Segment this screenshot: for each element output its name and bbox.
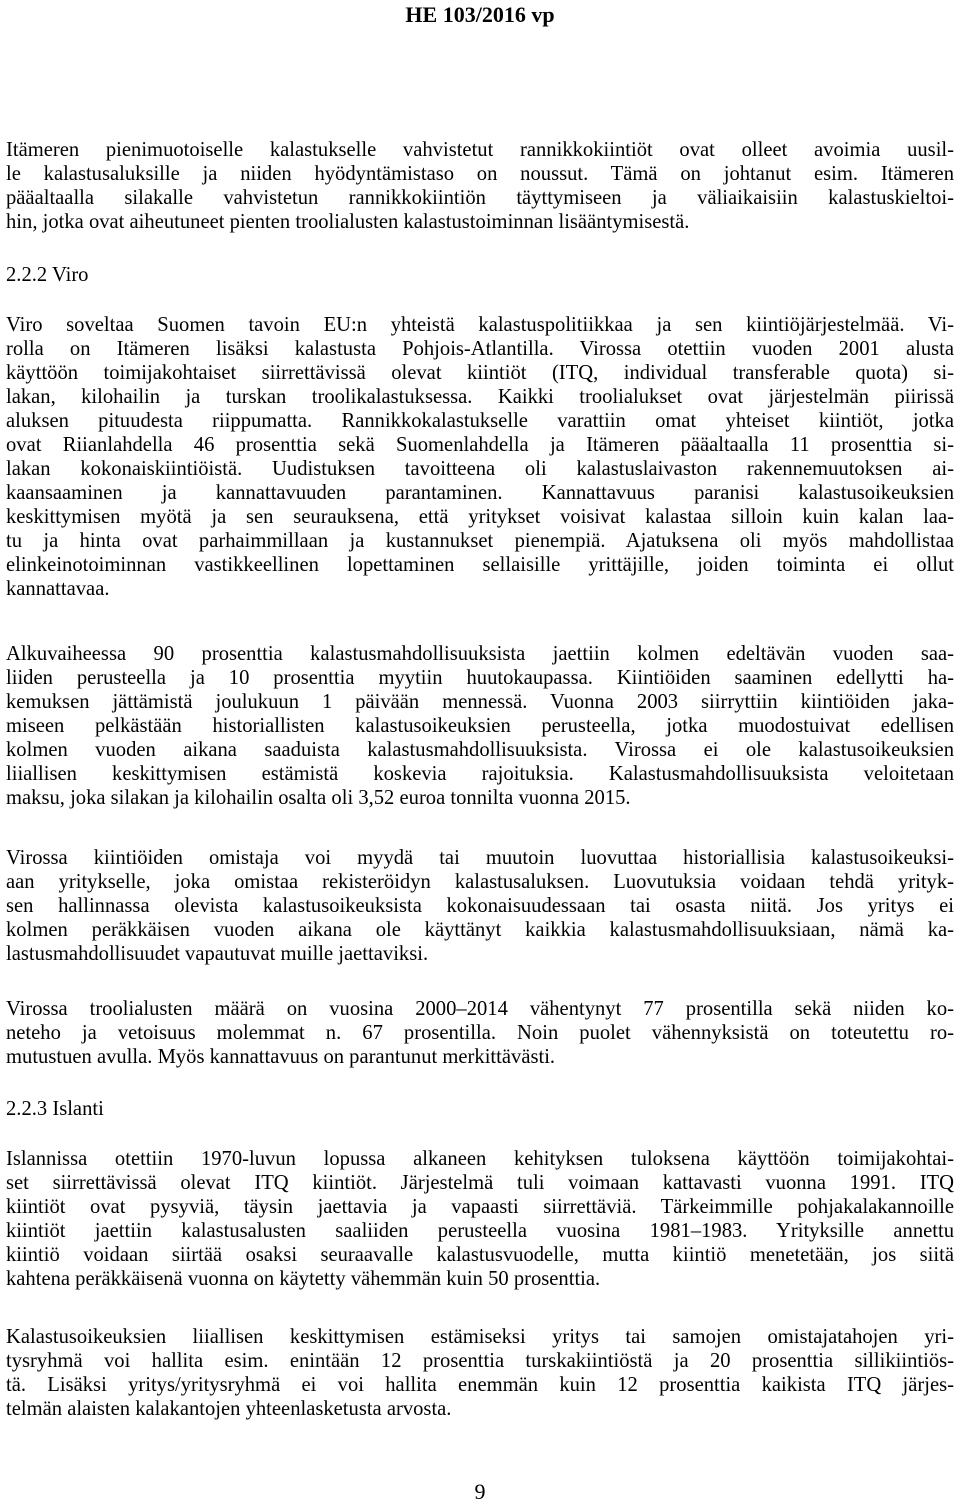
paragraph-islanti-2 [6, 1325, 954, 1421]
text-line: kaansaaminen ja kannattavuuden parantaminen. Kannattavuus paranisi kalastusoikeuksien [6, 482, 954, 504]
text-line: kemuksen jättämistä joulukuun 1 päivään mennessä. Vuonna 2003 siirryttiin kiintiöiden jaka- [6, 691, 954, 713]
text-line: tu ja hinta ovat parhaimmillaan ja kustannukset pienempiä. Ajatuksena oli myös mahdollistaa [6, 530, 954, 552]
text-line: miseen pelkästään historiallisten kalastusoikeuksien perusteella, jotka muodostuivat edellisen [6, 715, 954, 737]
text-line: tysryhmä voi hallita esim. enintään 12 prosenttia turskakiintiöstä ja 20 prosenttia sillikiintiös- [6, 1350, 954, 1372]
text-line: tä. Lisäksi yritys/yritysryhmä ei voi hallita enemmän kuin 12 prosenttia kaikista ITQ järjes- [6, 1374, 954, 1396]
text-line: lastusmahdollisuudet vapautuvat muille jaettaviksi. [6, 943, 429, 965]
document-header: HE 103/2016 vp [405, 2, 555, 27]
text-line: set siirrettävissä olevat ITQ kiintiöt. Järjestelmä tuli voimaan kattavasti vuonna 1991. ITQ [6, 1172, 954, 1194]
text-line: ovat Riianlahdella 46 prosenttia sekä Suomenlahdella ja Itämeren pääaltaalla 11 prosenttia si- [6, 434, 954, 456]
text-line: Islannissa otettiin 1970-luvun lopussa alkaneen kehityksen tuloksena käyttöön toimijakohtai- [6, 1148, 954, 1170]
text-line: rolla on Itämeren lisäksi kalastusta Pohjois-Atlantilla. Virossa otettiin vuoden 2001 alusta [6, 338, 954, 360]
text-line: lakan kokonaiskiintiöistä. Uudistuksen tavoitteena oli kalastuslaivaston rakennemuutoksen ai- [6, 458, 954, 480]
text-line: maksu, joka silakan ja kilohailin osalta oli 3,52 euroa tonnilta vuonna 2015. [6, 787, 631, 809]
paragraph-intro [6, 138, 954, 234]
text-line: mutustuen avulla. Myös kannattavuus on parantunut merkittävästi. [6, 1046, 556, 1068]
text-line: neteho ja vetoisuus molemmat n. 67 prosentilla. Noin puolet vähennyksistä on toteutettu ro- [6, 1022, 954, 1044]
text-line: aan yritykselle, joka omistaa rekisteröidyn kalastusaluksen. Luovutuksia voidaan tehdä yrityk- [6, 871, 954, 893]
text-line: Viro soveltaa Suomen tavoin EU:n yhteistä kalastuspolitiikkaa ja sen kiintiöjärjestelmää. Vi- [6, 314, 954, 336]
text-line: kannattavaa. [6, 578, 110, 600]
text-line: keskittymisen myötä ja sen seurauksena, että yritykset voisivat kalastaa silloin kuin kalan laa- [6, 506, 954, 528]
text-line: elinkeinotoiminnan vastikkeellinen lopettaminen sellaisille yrittäjille, joiden toiminta ei ollut [6, 554, 954, 576]
paragraph-viro-2 [6, 642, 954, 810]
text-line: kahtena peräkkäisenä vuonna on käytetty vähemmän kuin 50 prosenttia. [6, 1268, 601, 1290]
text-line: kolmen vuoden aikana saaduista kalastusmahdollisuuksista. Virossa ei ole kalastusoikeuksien [6, 739, 954, 761]
text-line: kiintiöt jaettiin kalastusalusten saaliiden perusteella vuosina 1981–1983. Yrityksille annettu [6, 1220, 954, 1242]
text-line: kolmen peräkkäisen vuoden aikana ole käyttänyt kaikkia kalastusmahdollisuuksiaan, nämä ka- [6, 919, 954, 941]
text-line: Itämeren pienimuotoiselle kalastukselle vahvistetut rannikkokiintiöt ovat olleet avoimia uusil- [6, 139, 954, 161]
text-line: kiintiöt ovat pysyviä, täysin jaettavia ja vapaasti siirrettäviä. Tärkeimmille pohjakalakannoille [6, 1196, 954, 1218]
text-line: liiden perusteella ja 10 prosenttia myytiin huutokaupassa. Kiintiöiden saaminen edellytti ha- [6, 667, 954, 689]
text-line: hin, jotka ovat aiheutuneet pienten troolialusten kalastustoiminnan lisääntymisestä. [6, 211, 690, 233]
text-line: Virossa troolialusten määrä on vuosina 2000–2014 vähentynyt 77 prosentilla sekä niiden ko- [6, 998, 954, 1020]
text-line: sen hallinnassa olevista kalastusoikeuksista kokonaisuudessaan tai osasta niitä. Jos yritys ei [6, 895, 954, 917]
text-line: pääaltaalla silakalle vahvistetun rannikkokiintiön täyttymiseen ja väliaikaisiin kalastuskieltoi- [6, 187, 954, 209]
text-line: aluksen pituudesta riippumatta. Rannikkokalastukselle varattiin omat yhteiset kiintiöt, jotka [6, 410, 954, 432]
text-line: käyttöön toimijakohtaiset siirrettävissä olevat kiintiöt (ITQ, individual transferable quota) si- [6, 362, 954, 384]
section-heading-viro: 2.2.2 Viro [6, 264, 89, 286]
paragraph-viro-1 [6, 313, 954, 601]
text-line: Alkuvaiheessa 90 prosenttia kalastusmahdollisuuksista jaettiin kolmen edeltävän vuoden saa- [6, 643, 954, 665]
text-line: lakan, kilohailin ja turskan troolikalastuksessa. Kaikki troolialukset ovat järjestelmän piirissä [6, 386, 954, 408]
paragraph-viro-4 [6, 997, 954, 1069]
text-line: Virossa kiintiöiden omistaja voi myydä tai muutoin luovuttaa historiallisia kalastusoikeuksi- [6, 847, 954, 869]
text-line: kiintiö voidaan siirtää osaksi seuraavalle kalastusvuodelle, mutta kiintiö menetetään, jos siitä [6, 1244, 954, 1266]
paragraph-islanti-1 [6, 1147, 954, 1291]
page-number: 9 [474, 1479, 486, 1504]
section-heading-islanti: 2.2.3 Islanti [6, 1098, 104, 1120]
text-line: telmän alaisten kalakantojen yhteenlasketusta arvosta. [6, 1398, 452, 1420]
text-line: Kalastusoikeuksien liiallisen keskittymisen estämiseksi yritys tai samojen omistajatahojen yri- [6, 1326, 954, 1348]
text-line: le kalastusaluksille ja niiden hyödyntämistaso on noussut. Tämä on johtanut esim. Itämeren [6, 163, 954, 185]
text-line: liiallisen keskittymisen estämistä koskevia rajoituksia. Kalastusmahdollisuuksista veloitetaan [6, 763, 954, 785]
paragraph-viro-3 [6, 846, 954, 966]
